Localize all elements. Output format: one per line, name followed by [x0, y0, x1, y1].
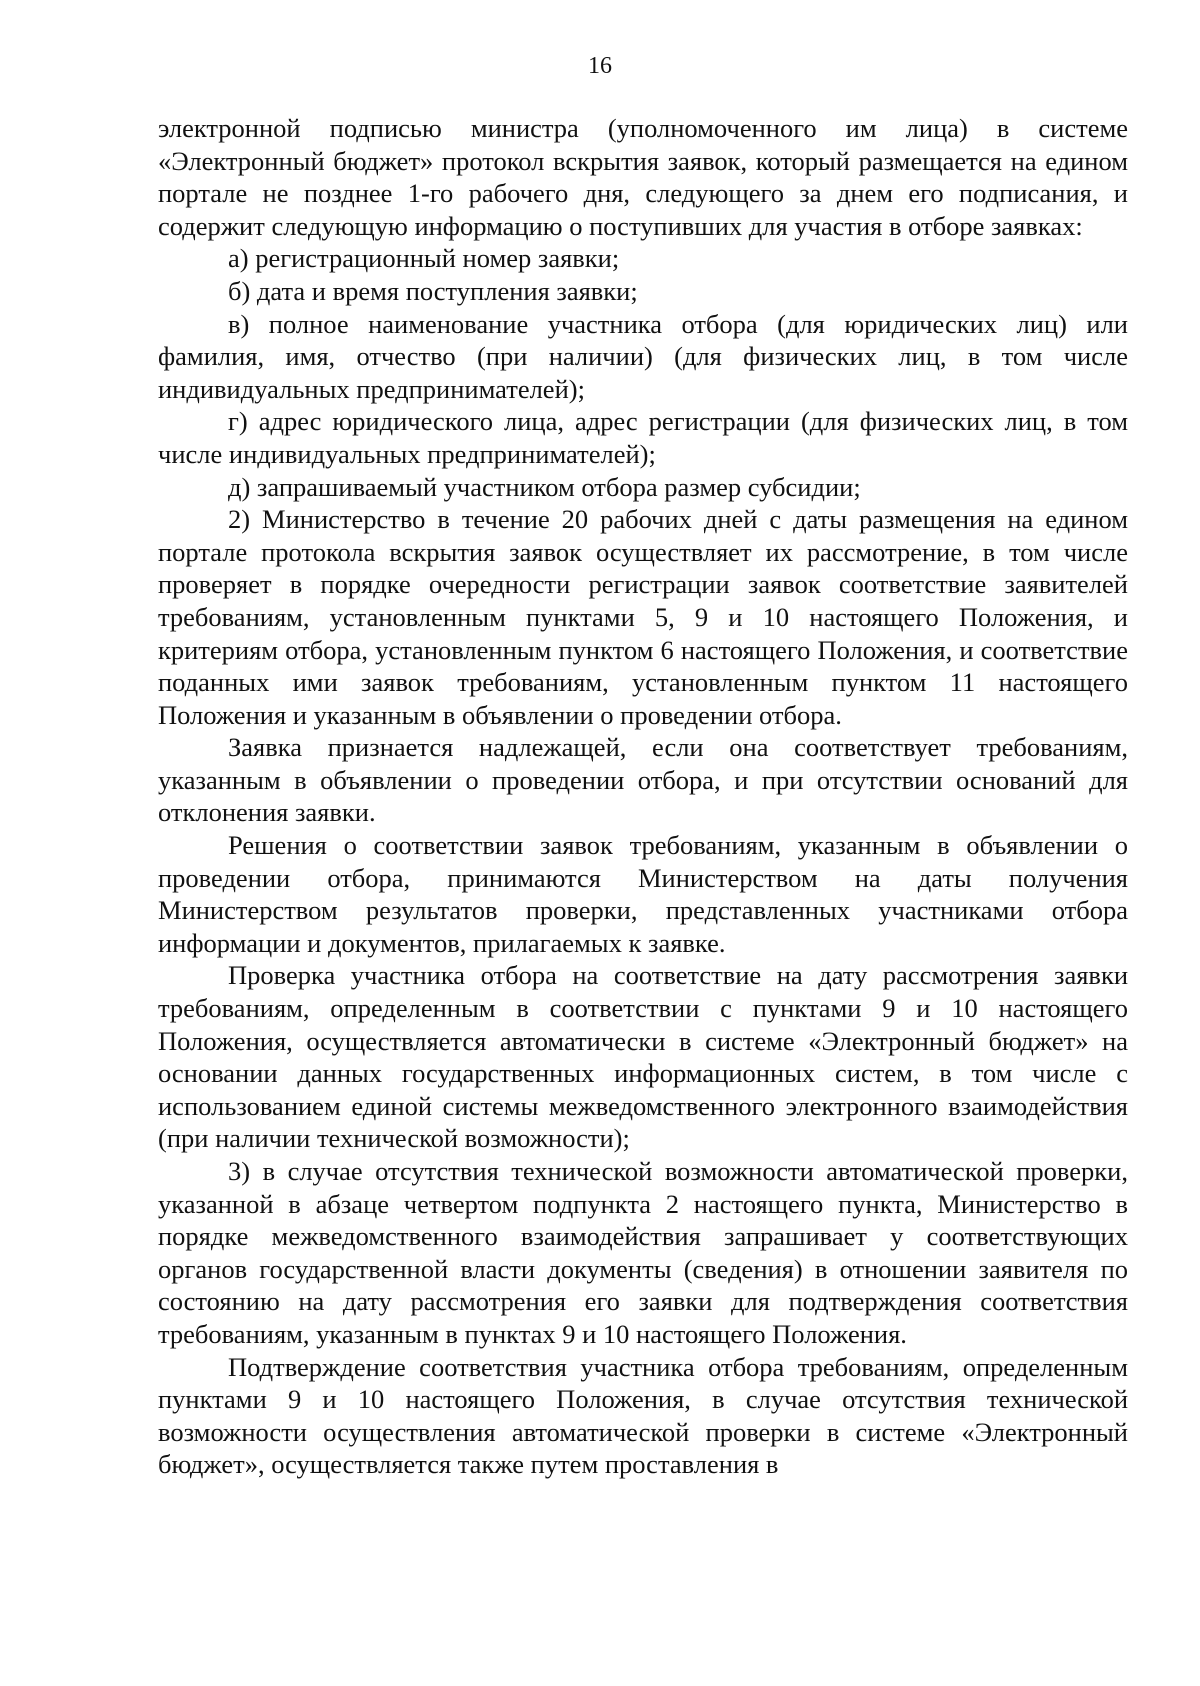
paragraph-2: а) регистрационный номер заявки; — [228, 243, 620, 274]
paragraph-9: Решения о соответствии заявок требованиям, указанным в объявлении о проведении отбора, принимаются Министерством на даты получения Министерством результатов проверки, представленных участниками отбора информации и документов, прилагаемых к заявке. — [158, 830, 1128, 958]
paragraph-3: б) дата и время поступления заявки; — [228, 275, 638, 306]
paragraph-12: Подтверждение соответствия участника отбора требованиям, определенным пунктами 9 и 10 настоящего Положения, в случае отсутствия технической возможности осуществления автоматической проверки в системе «Электронный бюджет», осуществляется также путем проставления в — [158, 1351, 1128, 1480]
document-body — [158, 112, 1128, 1481]
paragraph-1: электронной подписью министра (уполномоченного им лица) в системе «Электронный бюджет» протокол вскрытия заявок, который размещается на едином портале не позднее 1-го рабочего дня, следующего за днем его подписания, и содержит следующую информацию о поступивших для участия в отборе заявках: — [158, 113, 1128, 241]
paragraph-11: 3) в случае отсутствия технической возможности автоматической проверки, указанной в абзаце четвертом подпункта 2 настоящего пункта, Министерство в порядке межведомственного взаимодействия запрашивает у соответствующих органов государственной власти документы (сведения) в отношении заявителя по состоянию на дату рассмотрения его заявки для подтверждения соответствия требованиям, указанным в пунктах 9 и 10 настоящего Положения. — [158, 1156, 1128, 1349]
paragraph-5: г) адрес юридического лица, адрес регистрации (для физических лиц, в том числе индивидуальных предпринимателей); — [158, 406, 1128, 469]
page-number: 16 — [588, 53, 612, 79]
paragraph-7: 2) Министерство в течение 20 рабочих дней с даты размещения на едином портале протокола вскрытия заявок осуществляет их рассмотрение, в том числе проверяет в порядке очередности регистрации заявок соответствие заявителей требованиям, установленным пунктами 5, 9 и 10 настоящего Положения, и критериям отбора, установленным пунктом 6 настоящего Положения, и соответствие поданных ими заявок требованиям, установленным пунктом 11 настоящего Положения и указанным в объявлении о проведении отбора. — [158, 504, 1128, 730]
paragraph-6: д) запрашиваемый участником отбора размер субсидии; — [228, 471, 861, 502]
paragraph-10: Проверка участника отбора на соответствие на дату рассмотрения заявки требованиям, определенным в соответствии с пунктами 9 и 10 настоящего Положения, осуществляется автоматически в системе «Электронный бюджет» на основании данных государственных информационных систем, в том числе с использованием единой системы межведомственного электронного взаимодействия (при наличии технической возможности); — [158, 960, 1128, 1154]
paragraph-4: в) полное наименование участника отбора (для юридических лиц) или фамилия, имя, отчество (при наличии) (для физических лиц, в том числе индивидуальных предпринимателей); — [158, 308, 1128, 404]
paragraph-8: Заявка признается надлежащей, если она соответствует требованиям, указанным в объявлении о проведении отбора, и при отсутствии оснований для отклонения заявки. — [158, 732, 1128, 828]
